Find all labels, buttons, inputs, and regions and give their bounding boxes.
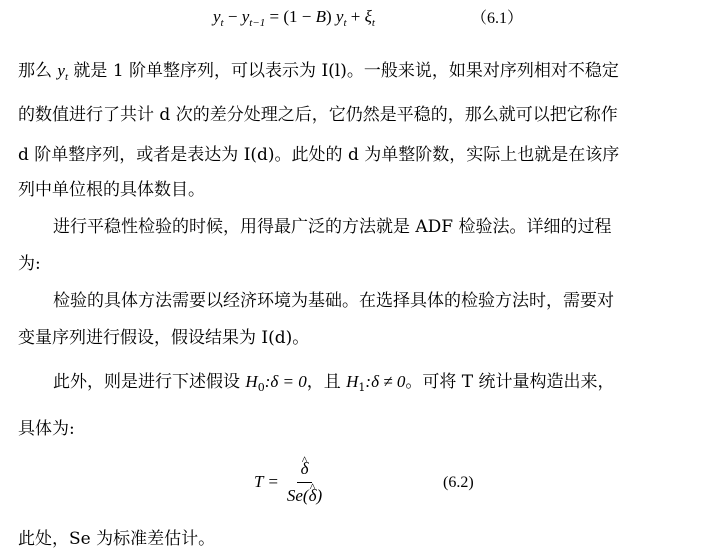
- paragraph-line: d 阶单整序列，或者是表达为 I(d)。此处的 d 为单整阶数，实际上也就是在该序: [18, 145, 620, 165]
- fraction: [285, 458, 324, 507]
- paragraph-line: 那么 $y_t$ 就是 1 阶单整序列，可以表示为 I(l)。一般来说，如果对序列相对不稳定: [18, 61, 619, 83]
- paragraph-line: 为:: [18, 254, 41, 274]
- paragraph-line: 变量序列进行假设，假设结果为 I(d)。: [18, 328, 310, 348]
- paragraph-line: 具体为:: [18, 419, 75, 439]
- fraction-numerator: ^ δ: [297, 458, 313, 483]
- fraction-denominator: Se(^ δ): [285, 483, 324, 507]
- equation-number-6-1: （6.1）: [471, 10, 524, 27]
- paragraph-line: 进行平稳性检验的时候，用得最广泛的方法就是 ADF 检验法。详细的过程: [53, 217, 612, 237]
- equation-6-1: $y_t - y_{t-1} = (1 - B) y_t + \xi_t$: [213, 7, 375, 29]
- paragraph-line: 列中单位根的具体数目。: [18, 180, 205, 200]
- equation-6-2: T = ^ $\frac{\delta}{Se(\^{} \delta)}$: [254, 452, 324, 512]
- equation-number-6-2: (6.2): [443, 474, 474, 491]
- paragraph-line: 此外，则是进行下述假设 $H_0:\delta = 0$，且 $H_1:\delta \ne 0$。可将 T 统计量构造出来，: [53, 372, 615, 394]
- paragraph-line: 检验的具体方法需要以经济环境为基础。在选择具体的检验方法时，需要对: [53, 291, 614, 311]
- paragraph-line: 此处，Se 为标准差估计。: [18, 529, 216, 549]
- paragraph-line: 的数值进行了共计 d 次的差分处理之后，它仍然是平稳的，那么就可以把它称作: [18, 105, 618, 125]
